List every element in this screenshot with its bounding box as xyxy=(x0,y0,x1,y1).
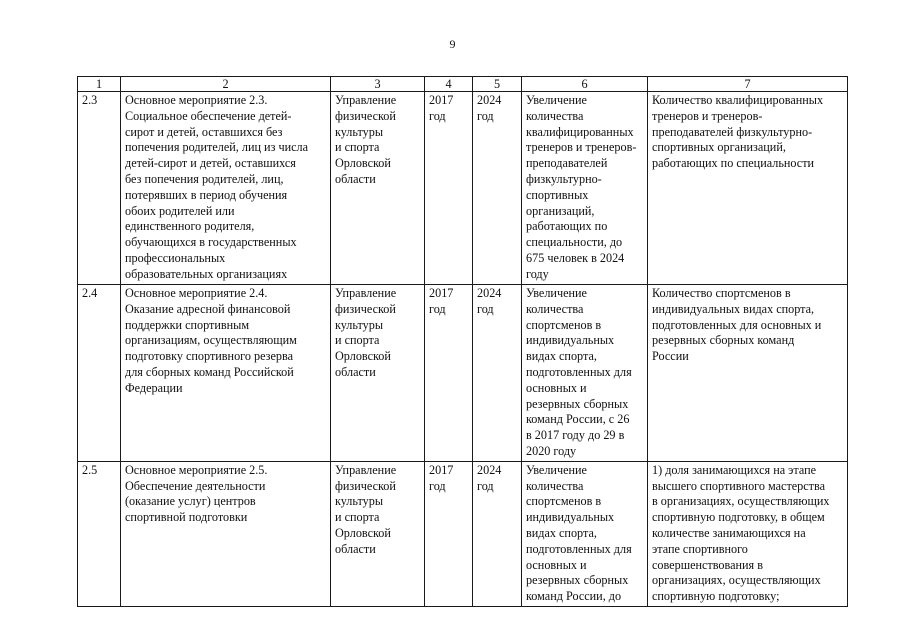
start-year-cell: 2017 год xyxy=(425,461,473,606)
start-year-cell: 2017 год xyxy=(425,92,473,285)
activity-cell: Основное мероприятие 2.3. Социальное обеспечение детей- сирот и детей, оставшихся без попечения родителей, лиц из числа детей-сирот и детей, оставшихся без попечения родителей, лиц, потерявших в период обучения обоих родителей или единственного родителя, обучающихся в государственных профессиональных образовательных организациях xyxy=(121,92,331,285)
table-row xyxy=(78,461,848,606)
column-header-1: 1 xyxy=(78,77,121,92)
table-row xyxy=(78,285,848,462)
activity-cell: Основное мероприятие 2.4. Оказание адресной финансовой поддержки спортивным организациям, осуществляющим подготовку спортивного резерва для сборных команд Российской Федерации xyxy=(121,285,331,462)
column-header-4: 4 xyxy=(425,77,473,92)
end-year-cell: 2024 год xyxy=(473,285,522,462)
executor-cell: Управление физической культуры и спорта Орловской области xyxy=(331,92,425,285)
expected-result-cell: Увеличение количества квалифицированных тренеров и тренеров- преподавателей физкультурно- спортивных организаций, работающих по специальности, до 675 человек в 2024 году xyxy=(522,92,648,285)
end-year-cell: 2024 год xyxy=(473,92,522,285)
row-number-cell: 2.4 xyxy=(78,285,121,462)
row-number-cell: 2.5 xyxy=(78,461,121,606)
column-header-5: 5 xyxy=(473,77,522,92)
column-number-row xyxy=(78,77,848,92)
column-header-6: 6 xyxy=(522,77,648,92)
expected-result-cell: Увеличение количества спортсменов в индивидуальных видах спорта, подготовленных для основных и резервных сборных команд России, с 26 в 2017 году до 29 в 2020 году xyxy=(522,285,648,462)
column-header-7: 7 xyxy=(648,77,848,92)
row-number-cell: 2.3 xyxy=(78,92,121,285)
activity-cell: Основное мероприятие 2.5. Обеспечение деятельности (оказание услуг) центров спортивной подготовки xyxy=(121,461,331,606)
indicator-cell: Количество спортсменов в индивидуальных видах спорта, подготовленных для основных и резервных сборных команд России xyxy=(648,285,848,462)
indicator-cell: Количество квалифицированных тренеров и тренеров- преподавателей физкультурно- спортивных организаций, работающих по специальности xyxy=(648,92,848,285)
column-header-2: 2 xyxy=(121,77,331,92)
end-year-cell: 2024 год xyxy=(473,461,522,606)
executor-cell: Управление физической культуры и спорта Орловской области xyxy=(331,285,425,462)
expected-result-cell: Увеличение количества спортсменов в индивидуальных видах спорта, подготовленных для основных и резервных сборных команд России, до xyxy=(522,461,648,606)
start-year-cell: 2017 год xyxy=(425,285,473,462)
table-row xyxy=(78,92,848,285)
executor-cell: Управление физической культуры и спорта Орловской области xyxy=(331,461,425,606)
column-header-3: 3 xyxy=(331,77,425,92)
page-number: 9 xyxy=(449,37,456,51)
program-activities-table xyxy=(77,76,848,607)
indicator-cell: 1) доля занимающихся на этапе высшего спортивного мастерства в организациях, осуществляющих спортивную подготовку, в общем количестве занимающихся на этапе спортивного совершенствования в организациях, осуществляющих спортивную подготовку; xyxy=(648,461,848,606)
